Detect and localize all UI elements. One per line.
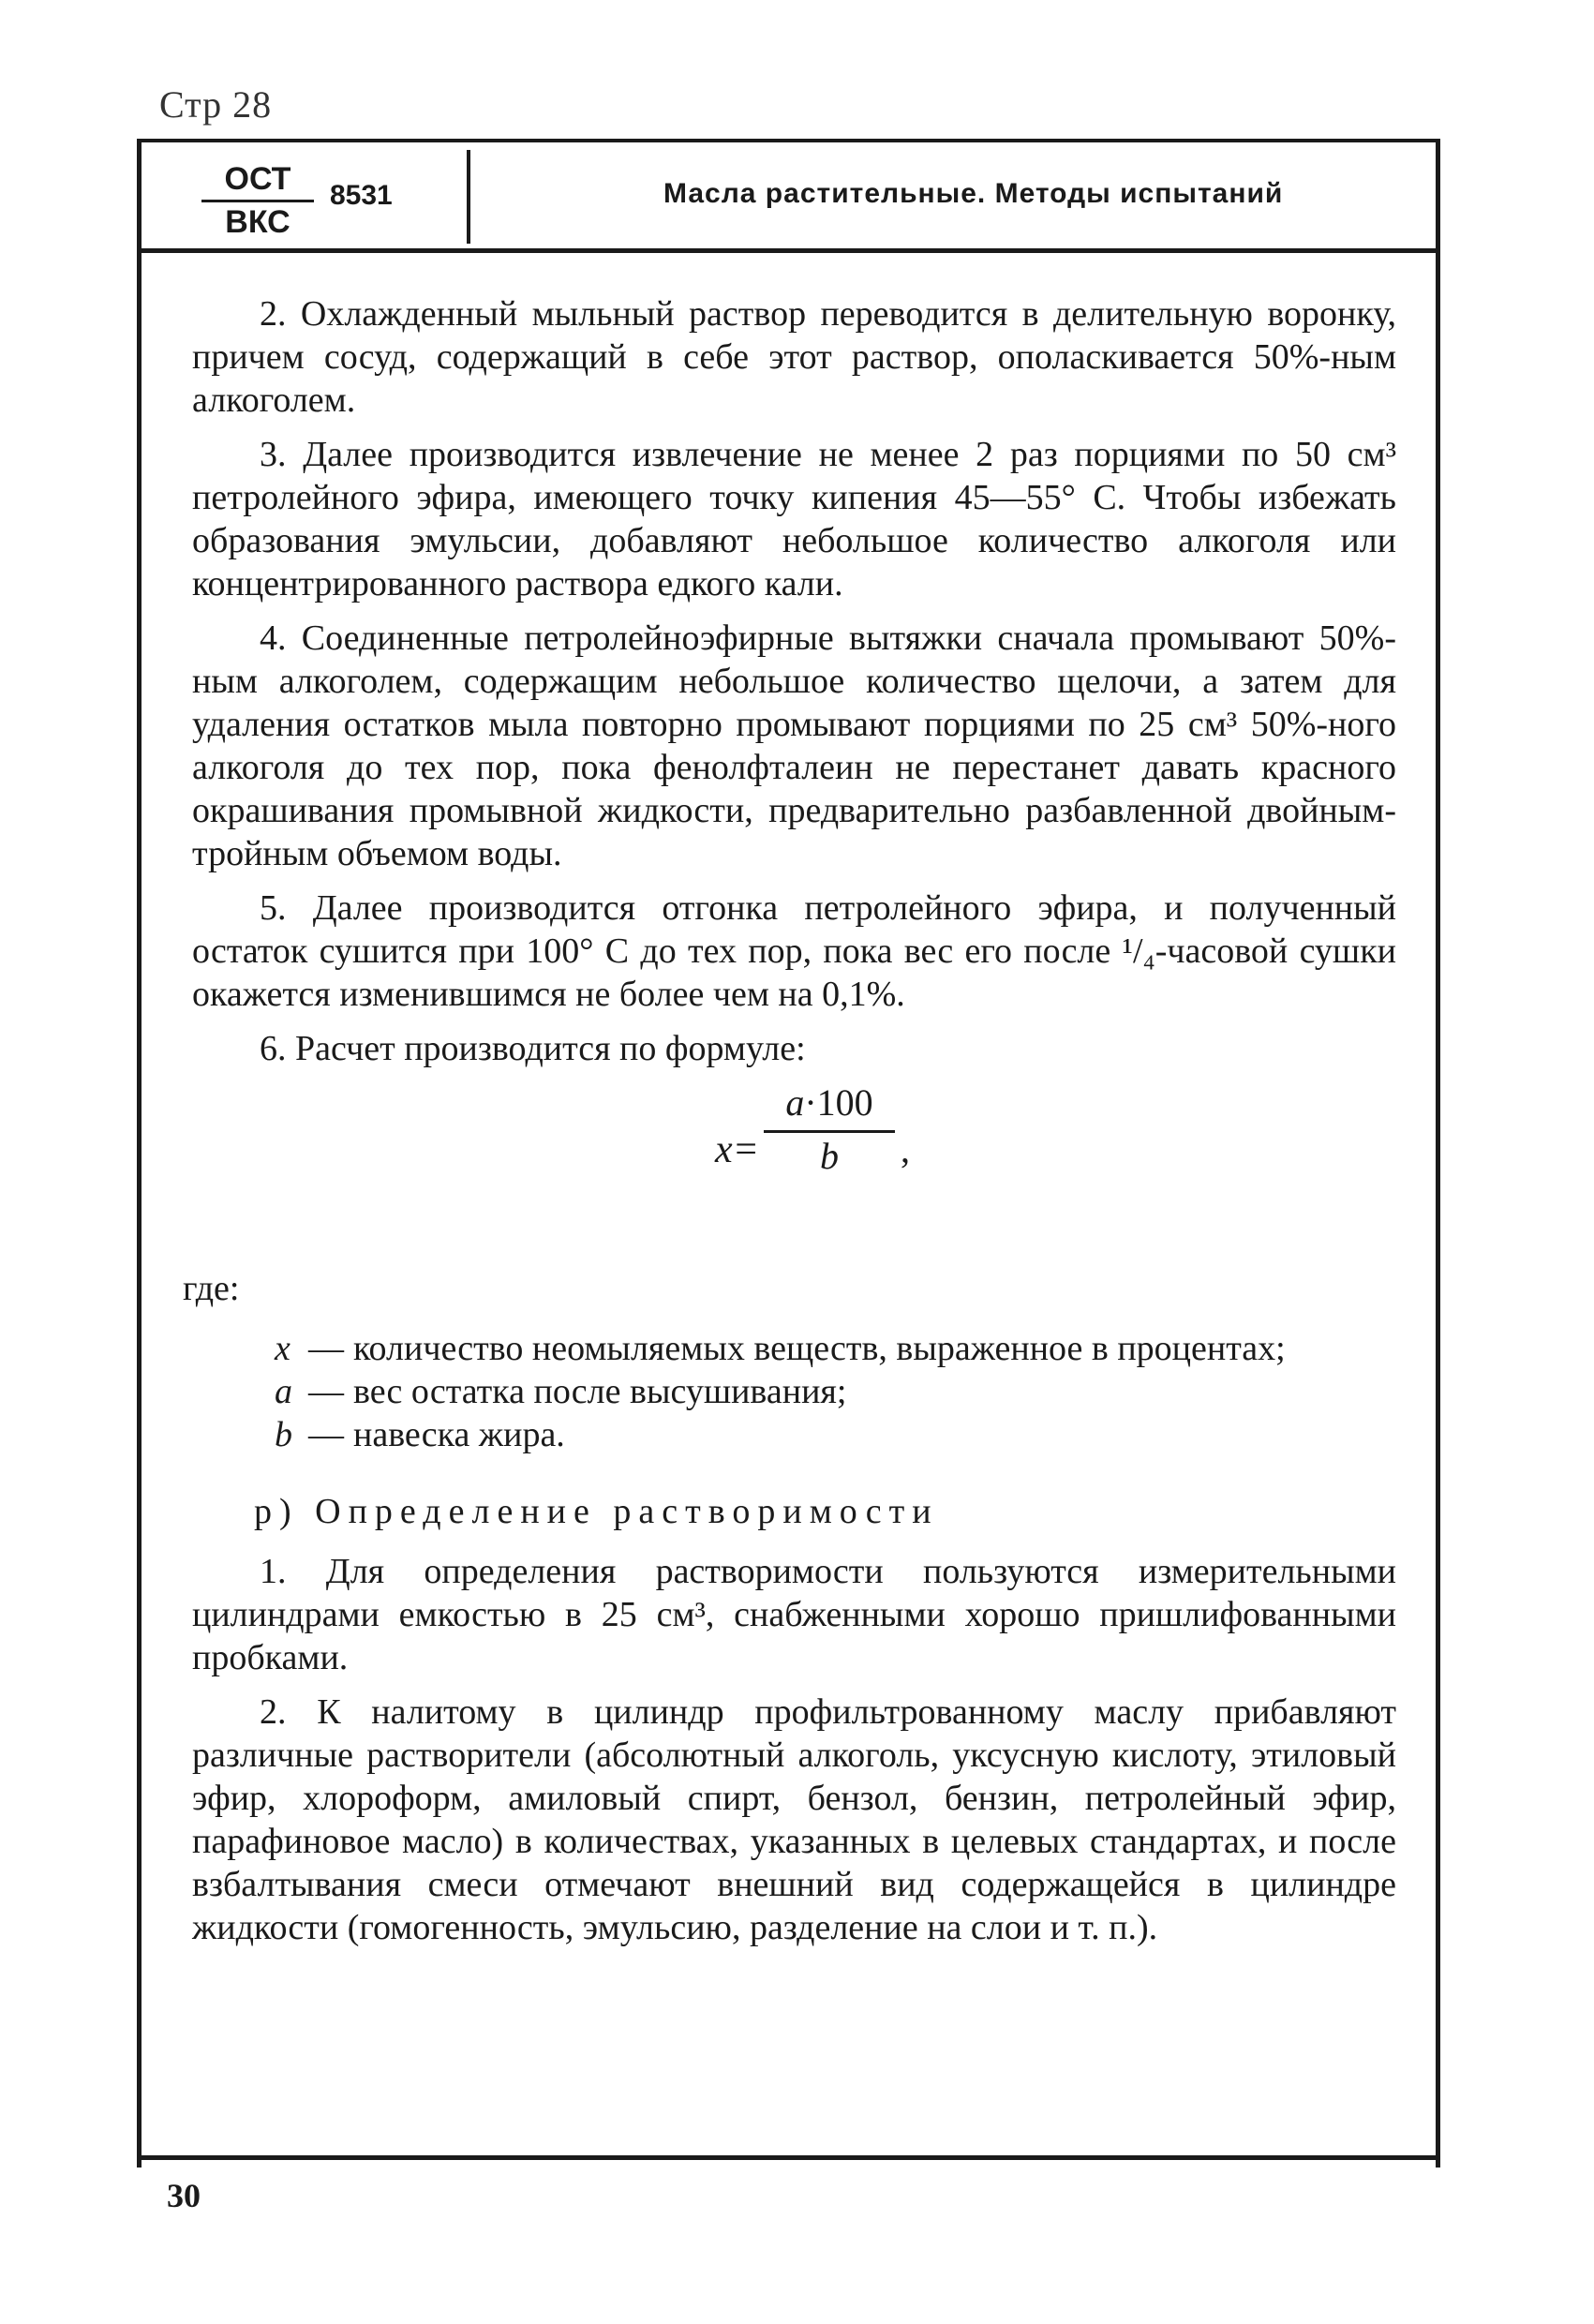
- paragraph: 2. Охлажденный мыльный раствор переводится в делительную воронку, причем сосуд, содержащий в себе этот раствор, ополаскивается 50%-ным алкоголем.: [192, 294, 1396, 420]
- frame-left-rule: [137, 139, 142, 2168]
- definition-dash: —: [308, 1329, 344, 1368]
- formula-numerator: a·100: [764, 1081, 895, 1133]
- frame-bottom-rule: [137, 2155, 1440, 2160]
- paragraph: 4. Соединенные петролейноэфирные вытяжки сначала промывают 50%-ным алкоголем, содержащим небольшое количество щелочи, а затем для удаления остатков мыла повторно промывают порциями по 25 см³ 50%-ного алкоголя до тех пор, пока фенолфталеин не перестанет давать красного окрашивания промывной жидкости, предварительно разбавленной двойным-тройным объемом воды.: [192, 618, 1396, 873]
- page-reference: Стр 28: [159, 83, 273, 126]
- page-body: [183, 292, 1396, 1960]
- definition-text: навеска жира.: [353, 1415, 565, 1454]
- definition-dash: —: [308, 1415, 344, 1454]
- where-label: где:: [183, 1269, 240, 1308]
- paragraph: 6. Расчет производится по формуле:: [260, 1029, 806, 1068]
- definition-symbol: x: [275, 1329, 290, 1368]
- formula-equals: =: [732, 1128, 759, 1171]
- definition-item: [275, 1370, 1396, 1413]
- definition-dash: —: [308, 1372, 344, 1411]
- formula-lhs: x=: [715, 1128, 759, 1171]
- formula: [192, 1081, 1396, 1241]
- formula-fraction: [764, 1081, 895, 1178]
- definition-item: [275, 1327, 1396, 1370]
- paragraph: 2. К налитому в цилиндр профильтрованному маслу прибавляют различные растворители (абсолютный алкоголь, уксусную кислоту, этиловый эфир, хлороформ, амиловый спирт, бензол, бензин, петролейный эфир, парафиновое масло) в количествах, указанных в целевых стандартах, и после взбалтывания смеси отмечают внешний вид содержащейся в цилиндре жидкости (гомогенность, эмульсию, разделение на слои и т. п.).: [192, 1692, 1396, 1947]
- paragraph: 3. Далее производится извлечение не менее 2 раз порциями по 50 см³ петролейного эфира, имеющего точку кипения 45—55° С. Чтобы избежать образования эмульсии, добавляют небольшое количество алкоголя или концентрированного раствора едкого кали.: [192, 435, 1396, 603]
- standard-code-top: ОСТ: [201, 161, 314, 202]
- standard-number: 8531: [330, 180, 393, 211]
- header-divider: [467, 150, 470, 244]
- definition-symbol: a: [275, 1372, 292, 1411]
- formula-denominator: b: [820, 1135, 839, 1177]
- definition-item: [275, 1413, 1396, 1456]
- standard-title: Масла растительные. Методы испытаний: [663, 178, 1284, 209]
- page-number: 30: [167, 2177, 201, 2214]
- standard-code: [201, 161, 314, 241]
- header-bottom-rule: [137, 248, 1440, 253]
- definition-text: вес остатка после высушивания;: [353, 1372, 847, 1411]
- definition-text: количество неомыляемых веществ, выраженное в процентах;: [353, 1329, 1286, 1368]
- formula-trail: ,: [901, 1128, 910, 1170]
- frame-right-rule: [1436, 139, 1440, 2168]
- standard-code-bottom: ВКС: [225, 204, 290, 240]
- definition-symbol: b: [275, 1415, 292, 1454]
- paragraph: 1. Для определения растворимости пользуются измерительными цилиндрами емкостью в 25 см³, снабженными хорошо пришлифованными пробками.: [192, 1552, 1396, 1677]
- section-heading: р) Определение растворимости: [254, 1492, 939, 1531]
- frame-top-rule: [137, 139, 1440, 142]
- paragraph: 5. Далее производится отгонка петролейного эфира, и полученный остаток сушится при 100° С до тех пор, пока вес его после ¹/₄-часовой сушки окажется изменившимся не более чем на 0,1%.: [192, 888, 1396, 1014]
